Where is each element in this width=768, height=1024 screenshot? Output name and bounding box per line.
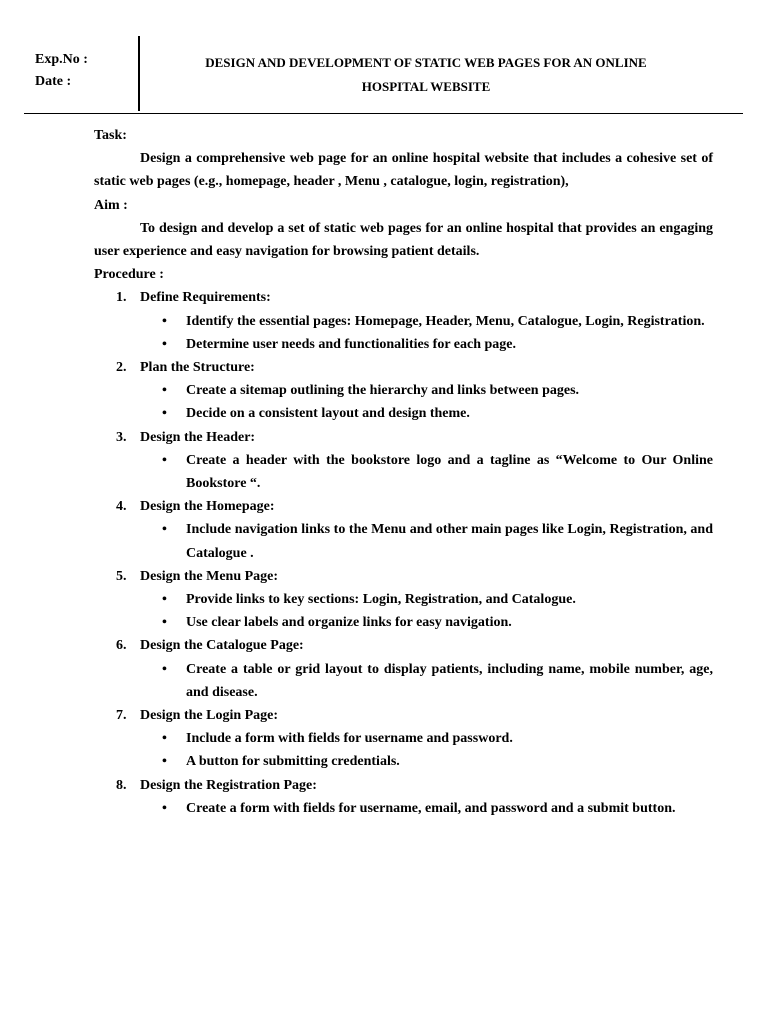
bullet-item <box>140 333 713 356</box>
step-number: 8. <box>116 777 127 793</box>
aim-heading: Aim : <box>94 197 128 213</box>
bullet-item <box>140 449 713 495</box>
step-title: Plan the Structure: <box>140 360 255 376</box>
step-title: Design the Login Page: <box>140 708 279 724</box>
bullet-icon: • <box>162 406 167 422</box>
bullet-item <box>140 611 713 634</box>
page-title-line-1: DESIGN AND DEVELOPMENT OF STATIC WEB PAGES FOR AN ONLINE <box>205 55 647 70</box>
procedure-step <box>94 774 713 820</box>
bullet-item <box>140 727 713 750</box>
step-number: 4. <box>116 499 127 515</box>
document-body <box>94 124 713 820</box>
bullet-text: Use clear labels and organize links for easy navigation. <box>186 615 512 631</box>
task-text: Design a comprehensive web page for an online hospital website that includes a cohesive set of static web pages (e.g., homepage, header , Menu , catalogue, login, registration), <box>94 151 713 190</box>
bullet-icon: • <box>162 383 167 399</box>
bullet-item <box>140 750 713 773</box>
step-bullets <box>140 518 713 564</box>
task-heading: Task: <box>94 128 127 143</box>
bullet-text: Create a header with the bookstore logo and a tagline as “Welcome to Our Online Bookstore “. <box>186 452 713 492</box>
bullet-text: Include navigation links to the Menu and other main pages like Login, Registration, and Catalogue . <box>186 522 713 561</box>
date-label: Date : <box>35 74 72 89</box>
bullet-text: Identify the essential pages: Homepage, Header, Menu, Catalogue, Login, Registration. <box>186 313 705 329</box>
bullet-icon: • <box>162 452 167 468</box>
step-number: 7. <box>116 708 127 724</box>
step-bullets <box>140 310 713 356</box>
bullet-text: Include a form with fields for username and password. <box>186 731 513 747</box>
bullet-item <box>140 310 713 333</box>
procedure-step <box>94 286 713 356</box>
bullet-text: Create a sitemap outlining the hierarchy and links between pages. <box>186 383 580 399</box>
aim-text: To design and develop a set of static web pages for an online hospital that provides an engaging user experience and easy navigation for browsing patient details. <box>94 220 713 260</box>
bullet-icon: • <box>162 522 167 538</box>
step-title: Design the Catalogue Page: <box>140 638 304 654</box>
exp-no-label: Exp.No : <box>35 52 88 67</box>
procedure-heading: Procedure : <box>94 267 164 283</box>
bullet-text: Create a form with fields for username, email, and password and a submit button. <box>186 800 676 816</box>
header-horizontal-rule <box>24 113 743 114</box>
procedure-step <box>94 426 713 496</box>
bullet-item <box>140 797 713 820</box>
bullet-icon: • <box>162 731 167 747</box>
bullet-text: A button for submitting credentials. <box>186 754 400 770</box>
bullet-text: Determine user needs and functionalities for each page. <box>186 336 517 352</box>
step-title: Design the Registration Page: <box>140 777 317 793</box>
step-title: Design the Header: <box>140 429 256 445</box>
procedure-steps <box>94 286 713 820</box>
step-bullets <box>140 797 713 820</box>
bullet-icon: • <box>162 800 167 816</box>
procedure-step <box>94 634 713 704</box>
bullet-text: Create a table or grid layout to display patients, including name, mobile number, age, and disease. <box>186 661 713 700</box>
step-number: 3. <box>116 429 127 445</box>
step-bullets <box>140 727 713 773</box>
step-bullets <box>140 379 713 425</box>
bullet-text: Decide on a consistent layout and design theme. <box>186 406 470 422</box>
step-bullets <box>140 658 713 704</box>
bullet-icon: • <box>162 661 167 677</box>
bullet-icon: • <box>162 336 167 352</box>
header-vertical-rule <box>138 36 140 111</box>
page-title-line-2: HOSPITAL WEBSITE <box>361 79 491 94</box>
procedure-step <box>94 495 713 565</box>
procedure-step <box>94 704 713 774</box>
step-bullets <box>140 588 713 634</box>
step-bullets <box>140 449 713 495</box>
bullet-icon: • <box>162 313 167 329</box>
step-title: Define Requirements: <box>140 290 271 306</box>
bullet-item <box>140 379 713 402</box>
bullet-item <box>140 588 713 611</box>
step-title: Design the Menu Page: <box>140 568 279 584</box>
bullet-item <box>140 402 713 425</box>
procedure-step <box>94 565 713 635</box>
bullet-item <box>140 518 713 564</box>
bullet-icon: • <box>162 615 167 631</box>
bullet-item <box>140 658 713 704</box>
procedure-step <box>94 356 713 426</box>
bullet-text: Provide links to key sections: Login, Registration, and Catalogue. <box>186 592 576 608</box>
step-title: Design the Homepage: <box>140 499 275 515</box>
step-number: 6. <box>116 638 127 654</box>
step-number: 5. <box>116 568 127 584</box>
step-number: 1. <box>116 290 127 306</box>
step-number: 2. <box>116 360 127 376</box>
bullet-icon: • <box>162 754 167 770</box>
bullet-icon: • <box>162 592 167 608</box>
